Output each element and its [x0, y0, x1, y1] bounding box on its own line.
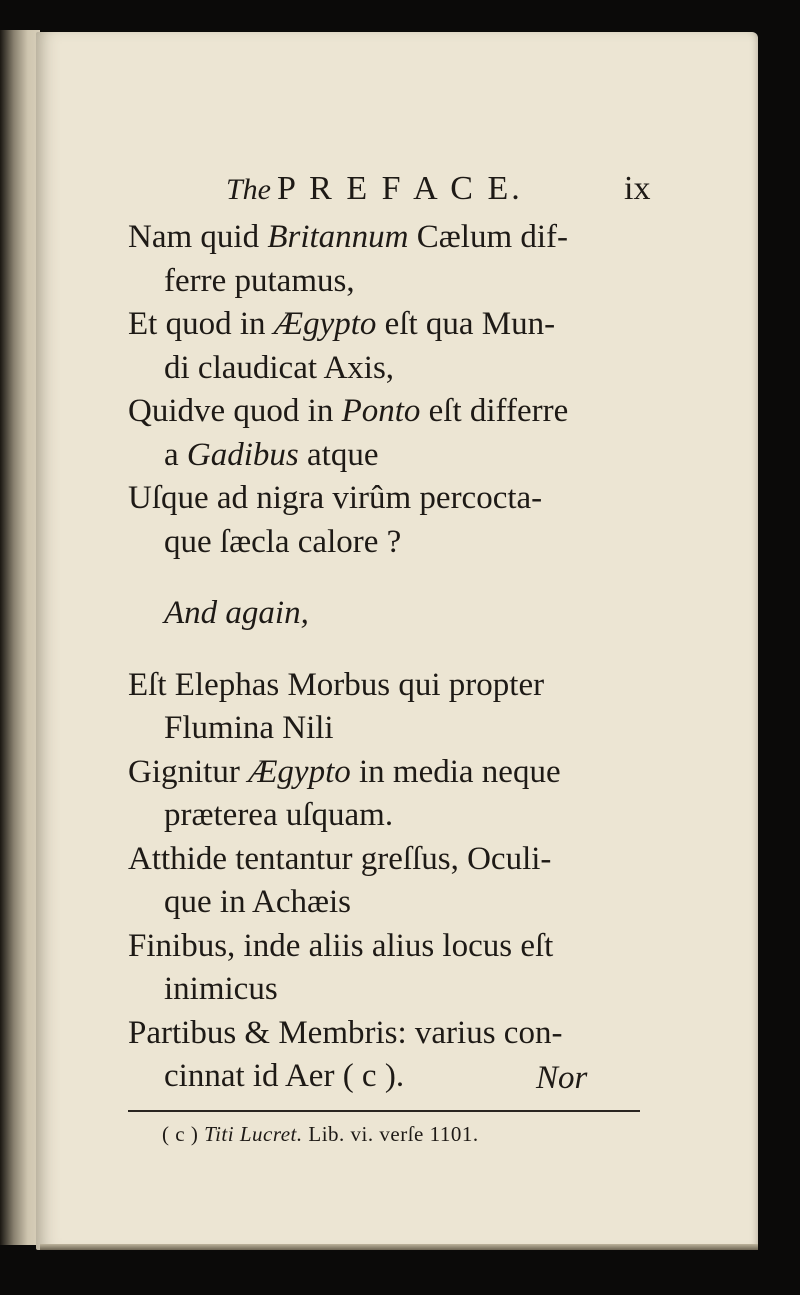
verse-text: in media neque — [350, 753, 561, 790]
running-title — [226, 170, 523, 208]
verse-text: eſt qua Mun- — [376, 306, 556, 342]
verse-italic-text: Ægypto — [273, 306, 377, 342]
verse-line — [128, 303, 738, 347]
verse-line: que ſæcla calore ? — [164, 523, 402, 560]
verse-line: Partibus & Membris: varius con- — [128, 1014, 563, 1051]
verse-body — [128, 216, 738, 1099]
verse-line — [128, 751, 738, 795]
spacer — [128, 564, 738, 592]
verse-line: Finibus, inde aliis alius locus eſt — [128, 927, 554, 964]
footnote — [162, 1122, 479, 1147]
page-number: ix — [624, 170, 651, 207]
spacer — [128, 636, 738, 664]
verse-line — [128, 390, 738, 434]
verse-text: Cælum dif- — [408, 219, 569, 255]
verse-text: atque — [298, 436, 379, 473]
footnote-rule — [128, 1110, 640, 1112]
verse-line: di claudicat Axis, — [164, 349, 395, 386]
verse-text: a — [164, 436, 187, 473]
footnote-reference: Lib. vi. verſe 1101. — [302, 1122, 479, 1146]
verse-italic-text: Ægypto — [248, 753, 351, 790]
verse-italic-text: Gadibus — [186, 436, 299, 473]
running-title-text: P R E F A C E. — [277, 170, 523, 207]
verse-line: ferre putamus, — [164, 262, 355, 299]
book-page — [36, 32, 758, 1250]
footnote-author: Titi Lucret. — [204, 1122, 303, 1146]
verse-line: cinnat id Aer ( c ). — [164, 1058, 405, 1094]
verse-line: que in Achæis — [164, 884, 351, 920]
verse-line: Eſt Elephas Morbus qui propter — [128, 666, 545, 703]
verse-text: Gignitur — [128, 753, 249, 790]
verse-line: Flumina Nili — [164, 710, 334, 746]
page-header — [36, 170, 758, 210]
catchword: Nor — [536, 1060, 588, 1096]
verse-line: Atthide tentantur greſſus, Oculi- — [128, 840, 552, 877]
verse-italic-text: Britannum — [267, 219, 409, 255]
verse-line — [128, 434, 738, 478]
verse-text: Nam quid — [128, 219, 268, 255]
page-edge — [40, 1244, 758, 1250]
verse-italic-text: Ponto — [341, 393, 421, 429]
verse-text: Quidve quod in — [128, 393, 342, 429]
section-heading: And again, — [164, 595, 309, 631]
footnote-marker: ( c ) — [162, 1122, 205, 1146]
running-title-the: The — [226, 173, 271, 206]
verse-line: præterea uſquam. — [164, 797, 394, 833]
verse-line: inimicus — [164, 971, 278, 1007]
verse-line: Uſque ad nigra virûm percocta- — [128, 480, 543, 516]
book-spine — [0, 30, 40, 1245]
verse-text: Et quod in — [128, 306, 274, 342]
verse-line — [128, 216, 738, 260]
verse-text: eſt differre — [420, 393, 569, 429]
